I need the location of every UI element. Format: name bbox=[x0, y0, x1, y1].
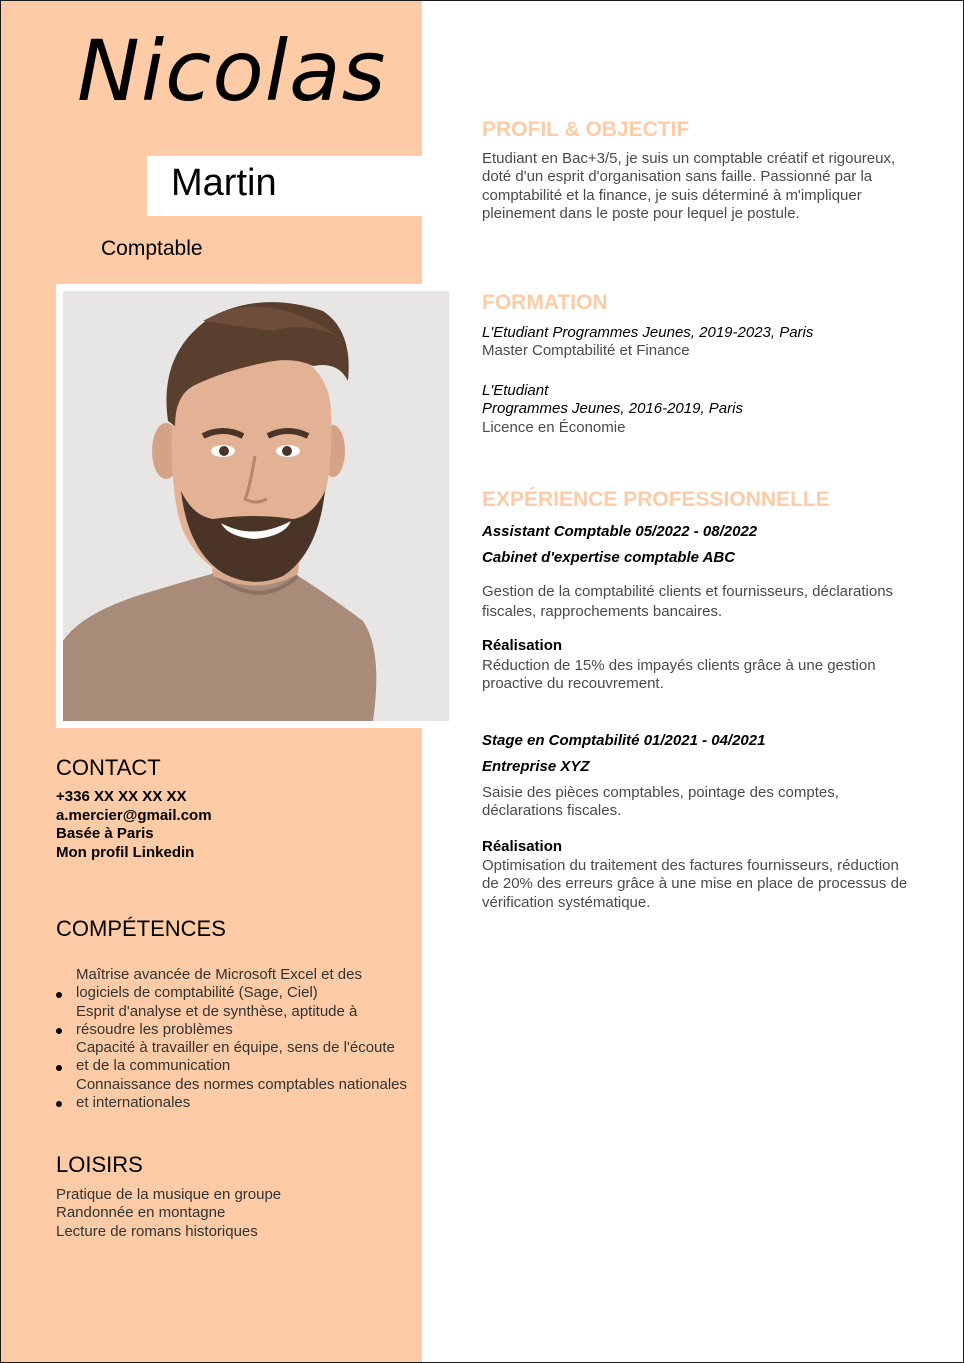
profile-text: Etudiant en Bac+3/5, je suis un comptable créatif et rigoureux, doté d'un esprit d'organisation sans faille. Passionné par la comptabilité et la finance, je suis déterminé à m'impliquer pleinement dans le poste pour lequel je postule. bbox=[482, 150, 896, 222]
skills-title: COMPÉTENCES bbox=[56, 916, 226, 941]
bullet-icon bbox=[56, 1065, 62, 1071]
education-school: L'Etudiant Programmes Jeunes, 2019-2023, Paris bbox=[482, 324, 814, 341]
contact-title: CONTACT bbox=[56, 755, 161, 780]
education-entry bbox=[482, 382, 932, 437]
job-description: Gestion de la comptabilité clients et fournisseurs, déclarations fiscales, rapprochements bancaires. bbox=[482, 583, 894, 620]
skill-item: Esprit d'analyse et de synthèse, aptitude à résoudre les problèmes bbox=[56, 1003, 426, 1040]
last-name: Martin bbox=[171, 162, 277, 204]
skill-item: Capacité à travailler en équipe, sens de l'écoute et de la communication bbox=[56, 1039, 426, 1076]
job-role: Stage en Comptabilité 01/2021 - 04/2021 bbox=[482, 732, 766, 749]
education-school: L'Etudiant bbox=[482, 382, 549, 399]
education-degree: Master Comptabilité et Finance bbox=[482, 342, 690, 360]
job-achievement: Réduction de 15% des impayés clients grâce à une gestion proactive du recouvrement. bbox=[482, 657, 876, 693]
hobby-item: Randonnée en montagne bbox=[56, 1204, 226, 1222]
hobby-item: Lecture de romans historiques bbox=[56, 1222, 258, 1240]
education-school: Programmes Jeunes, 2016-2019, Paris bbox=[482, 400, 743, 418]
contact-location: Basée à Paris bbox=[56, 825, 154, 842]
bullet-icon bbox=[56, 992, 62, 998]
skill-item: Connaissance des normes comptables nationales et internationales bbox=[56, 1076, 426, 1113]
profile-title: PROFIL & OBJECTIF bbox=[482, 118, 690, 141]
bullet-icon bbox=[56, 1028, 62, 1034]
contact-phone: +336 XX XX XX XX bbox=[56, 788, 187, 805]
profile-photo bbox=[63, 291, 449, 721]
education-entry bbox=[482, 324, 932, 361]
hobby-item: Pratique de la musique en groupe bbox=[56, 1186, 282, 1203]
job-title: Comptable bbox=[101, 237, 203, 260]
bullet-icon bbox=[56, 1101, 62, 1107]
job-company: Entreprise XYZ bbox=[482, 758, 590, 775]
education-degree: Licence en Économie bbox=[482, 418, 626, 436]
job-role: Assistant Comptable 05/2022 - 08/2022 bbox=[482, 523, 758, 540]
skill-item: Maîtrise avancée de Microsoft Excel et des logiciels de comptabilité (Sage, Ciel) bbox=[56, 966, 426, 1003]
achievement-label: Réalisation bbox=[482, 838, 563, 855]
hobbies-list bbox=[56, 1186, 281, 1241]
job-achievement: Optimisation du traitement des factures fournisseurs, réduction de 20% des erreurs grâce à une mise en place de processus de vérification systématique. bbox=[482, 857, 908, 911]
job-description: Saisie des pièces comptables, pointage des comptes, déclarations fiscales. bbox=[482, 784, 839, 820]
skills-list bbox=[56, 966, 426, 1112]
last-name-box bbox=[147, 156, 422, 216]
contact-linkedin[interactable]: Mon profil Linkedin bbox=[56, 843, 195, 861]
portrait-illustration bbox=[63, 291, 449, 721]
profile-photo-frame bbox=[56, 284, 453, 728]
hobbies-title: LOISIRS bbox=[56, 1152, 143, 1177]
contact-list bbox=[56, 788, 212, 862]
job-company: Cabinet d'expertise comptable ABC bbox=[482, 549, 736, 566]
first-name: Nicolas bbox=[77, 22, 387, 120]
achievement-label: Réalisation bbox=[482, 637, 563, 654]
experience-title: EXPÉRIENCE PROFESSIONNELLE bbox=[482, 488, 830, 511]
contact-email[interactable]: a.mercier@gmail.com bbox=[56, 806, 212, 824]
education-title: FORMATION bbox=[482, 291, 608, 314]
